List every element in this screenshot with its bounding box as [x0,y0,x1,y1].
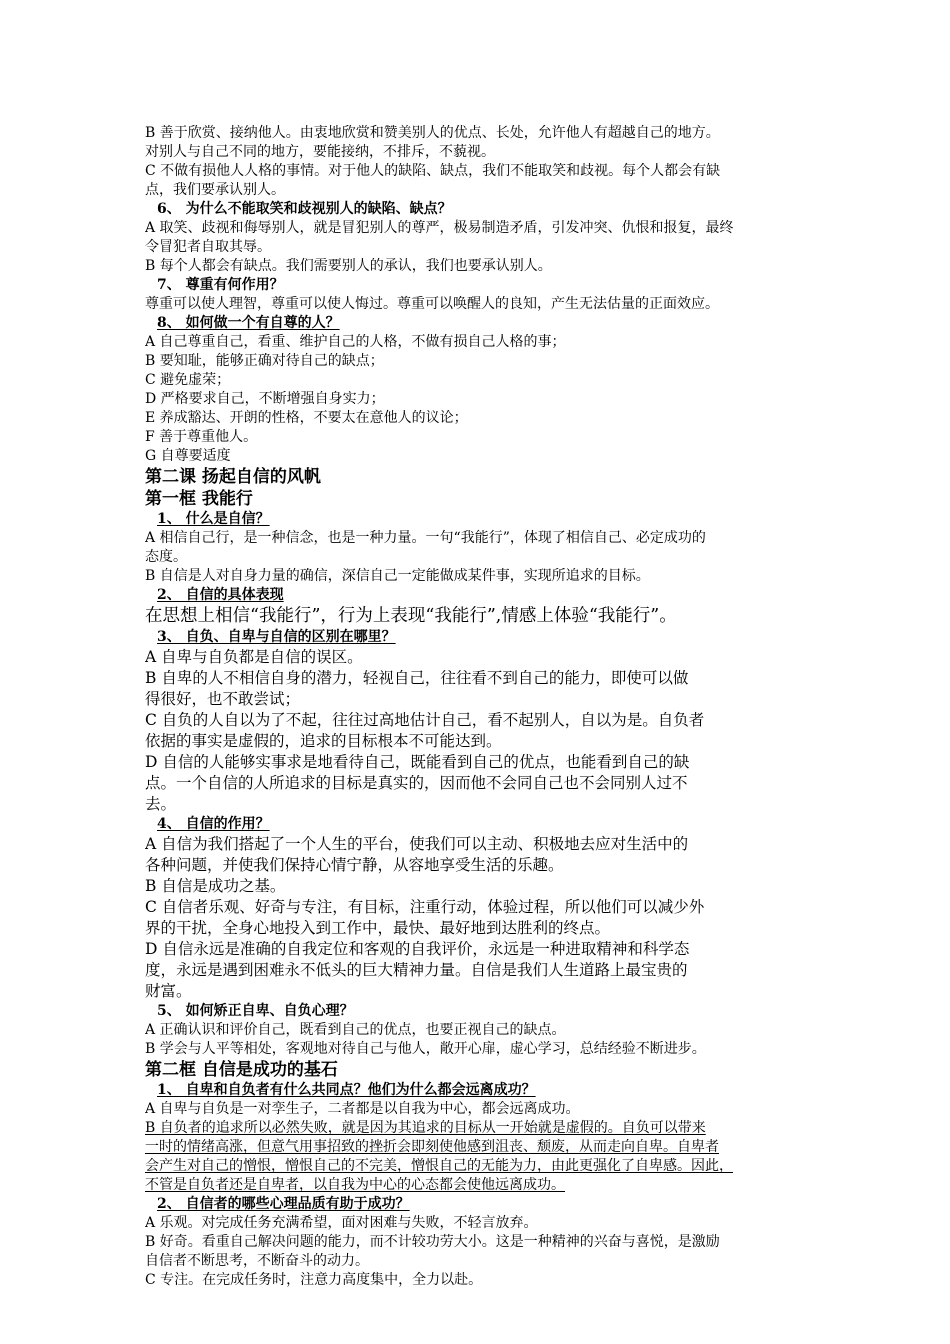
question-heading: 6、 为什么不能取笑和歧视别人的缺陷、缺点？ [157,201,452,217]
text-line: G 自尊要适度 [145,448,231,464]
text-line: 令冒犯者自取其辱。 [145,239,271,255]
text-line: A 自信为我们搭起了一个人生的平台，使我们可以主动、积极地去应对生活中的 [145,835,689,853]
question-heading [145,1195,817,1214]
question-text: 1、 自卑和自负者有什么共同点？他们为什么都会远离成功？ [157,1082,536,1098]
text-line: B 自负者的追求所以必然失败，就是因为其追求的目标从一开始就是虚假的。自负可以带来 [145,1120,706,1136]
text-line: E 养成豁达、开朗的性格，不要太在意他人的议论； [145,410,468,426]
question-heading [145,586,817,605]
text-line: 不管是自负者还是自卑者，以自我为中心的心态都会使他远离成功。 [145,1177,565,1193]
section-heading: 第二框 自信是成功的基石 [145,1060,338,1080]
text-line: 一时的情绪高涨，但意气用事招致的挫折会即刻使他感到沮丧、颓废，从而走向自卑。自卑者 [145,1139,719,1155]
text-line: C 不做有损他人人格的事情。对于他人的缺陷、缺点，我们不能取笑和歧视。每个人都会有缺 [145,163,721,179]
text-line: A 自卑与自负是一对孪生子，二者都是以自我为中心，都会远离成功。 [145,1101,580,1117]
text-line: C 自信者乐观、好奇与专注，有目标，注重行动，体验过程，所以他们可以减少外 [145,898,705,916]
text-line: D 自信的人能够实事求是地看待自己，既能看到自己的优点，也能看到自己的缺 [145,753,690,771]
question-heading [145,815,817,834]
question-heading [145,314,817,333]
text-line: 在思想上相信“我能行”，行为上表现“我能行”,情感上体验“我能行”。 [145,606,677,626]
question-heading: 5、 如何矫正自卑、自负心理？ [157,1003,354,1019]
text-line: A 自己尊重自己，看重、维护自己的人格，不做有损自己人格的事； [145,334,566,350]
text-line: 会产生对自己的憎恨，憎恨自己的不完美，憎恨自己的无能为力，由此更强化了自卑感。因此， [145,1158,733,1174]
text-line: 点，我们要承认别人。 [145,182,285,198]
question-text: 4、 自信的作用？ [157,816,270,832]
text-line: B 善于欣赏、接纳他人。由衷地欣赏和赞美别人的优点、长处，允许他人有超越自己的地方。 [145,125,720,141]
document-body [145,124,817,1290]
question-heading [145,510,817,529]
text-line: 对别人与自己不同的地方，要能接纳，不排斥，不藐视。 [145,144,495,160]
section-heading: 第一框 我能行 [145,489,253,509]
text-line: A 取笑、歧视和侮辱别人，就是冒犯别人的尊严，极易制造矛盾，引发冲突、仇恨和报复，最终 [145,220,734,236]
text-line: B 自信是成功之基。 [145,877,286,895]
text-line: C 自负的人自以为了不起，往往过高地估计自己，看不起别人，自以为是。自负者 [145,711,705,729]
text-line: 去。 [145,795,177,813]
text-line: B 自卑的人不相信自身的潜力，轻视自己，往往看不到自己的能力，即使可以做 [145,669,689,687]
text-line: 财富。 [145,982,192,1000]
text-line: 自信者不断思考，不断奋斗的动力。 [145,1253,369,1269]
text-line: B 每个人都会有缺点。我们需要别人的承认，我们也要承认别人。 [145,258,552,274]
question-heading [145,1081,817,1100]
question-heading [145,628,817,647]
question-text: 8、 如何做一个有自尊的人？ [157,315,340,331]
text-line: 界的干扰，全身心地投入到工作中，最快、最好地到达胜利的终点。 [145,919,611,937]
text-line: A 乐观。对完成任务充满希望，面对困难与失败，不轻言放弃。 [145,1215,538,1231]
text-line: B 好奇。看重自己解决问题的能力，而不计较功劳大小。这是一种精神的兴奋与喜悦，是激励 [145,1234,720,1250]
section-heading: 第二课 扬起自信的风帆 [145,467,321,487]
text-line: F 善于尊重他人。 [145,429,258,445]
text-line: 尊重可以使人理智，尊重可以使人悔过。尊重可以唤醒人的良知，产生无法估量的正面效应。 [145,296,719,312]
text-line: 态度。 [145,549,187,565]
text-line: C 避免虚荣； [145,372,231,388]
text-line: C 专注。在完成任务时，注意力高度集中，全力以赴。 [145,1272,483,1288]
text-line: D 严格要求自己，不断增强自身实力； [145,391,385,407]
text-line: D 自信永远是准确的自我定位和客观的自我评价，永远是一种进取精神和科学态 [145,940,690,958]
text-line: B 要知耻，能够正确对待自己的缺点； [145,353,384,369]
text-line: 点。一个自信的人所追求的目标是真实的，因而他不会同自己也不会同别人过不 [145,774,688,792]
text-line: A 相信自己行，是一种信念，也是一种力量。一句“我能行”，体现了相信自己、必定成功的 [145,530,706,546]
question-text: 1、 什么是自信？ [157,511,270,527]
text-line: A 自卑与自负都是自信的误区。 [145,648,363,666]
question-text: 3、 自负、自卑与自信的区别在哪里？ [157,629,396,645]
text-line: 度，永远是遇到困难永不低头的巨大精神力量。自信是我们人生道路上最宝贵的 [145,961,688,979]
question-text: 2、 自信者的哪些心理品质有助于成功？ [157,1196,410,1212]
question-text: 2、 自信的具体表现 [157,587,284,603]
text-line: 依据的事实是虚假的，追求的目标根本不可能达到。 [145,732,502,750]
text-line: 各种问题，并使我们保持心情宁静，从容地享受生活的乐趣。 [145,856,564,874]
text-line: 得很好，也不敢尝试； [145,690,301,708]
text-line: A 正确认识和评价自己，既看到自己的优点，也要正视自己的缺点。 [145,1022,566,1038]
question-heading: 7、 尊重有何作用？ [157,277,284,293]
text-line: B 自信是人对自身力量的确信，深信自己一定能做成某件事，实现所追求的目标。 [145,568,650,584]
text-line: B 学会与人平等相处，客观地对待自己与他人，敞开心扉，虚心学习，总结经验不断进步。 [145,1041,706,1057]
